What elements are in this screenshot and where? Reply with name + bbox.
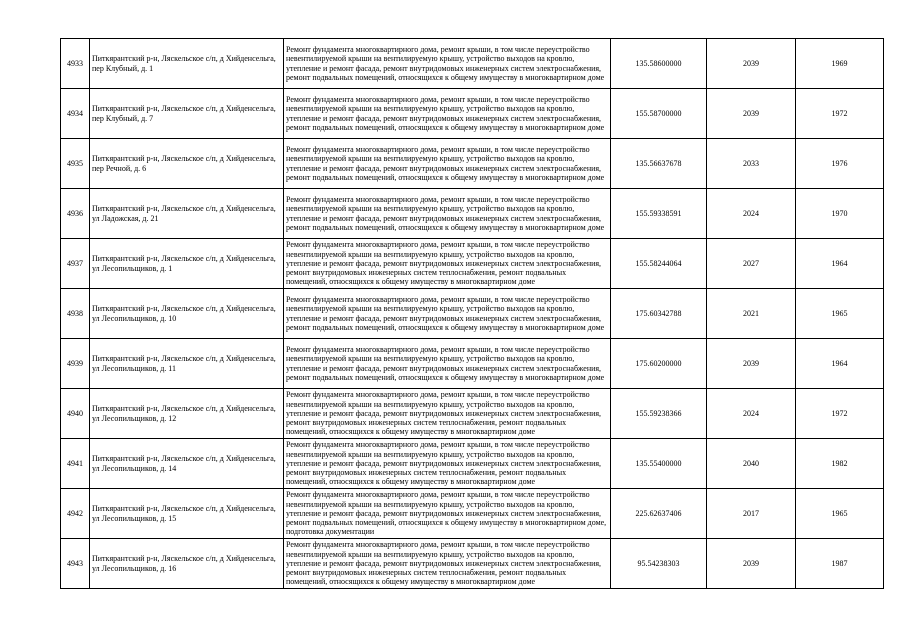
cost-cell: 225.62637406 [611, 489, 707, 539]
table-body [61, 39, 884, 589]
address-cell: Питкярантский р-н, Ляскельское с/п, д Хийденсельга, ул Ладожская, д. 21 [90, 189, 284, 239]
construction-year-cell: 1970 [796, 189, 884, 239]
address-cell: Питкярантский р-н, Ляскельское с/п, д Хийденсельга, ул Лесопильщиков, д. 10 [90, 289, 284, 339]
address-cell: Питкярантский р-н, Ляскельское с/п, д Хийденсельга, ул Лесопильщиков, д. 14 [90, 439, 284, 489]
construction-year-cell: 1965 [796, 289, 884, 339]
construction-year-cell: 1964 [796, 339, 884, 389]
planned-year-cell: 2024 [707, 389, 796, 439]
cost-cell: 135.55400000 [611, 439, 707, 489]
row-number-cell: 4940 [61, 389, 90, 439]
construction-year-cell: 1972 [796, 89, 884, 139]
table-row [61, 89, 884, 139]
row-number-cell: 4937 [61, 239, 90, 289]
address-cell: Питкярантский р-н, Ляскельское с/п, д Хийденсельга, ул Лесопильщиков, д. 11 [90, 339, 284, 389]
work-description-cell: Ремонт фундамента многоквартирного дома, ремонт крыши, в том числе переустройство невентилируемой крыши на вентилируемую крышу, устройство выходов на кровлю, утепление и ремонт фасада, ремонт внутридомовых инженерных систем электроснабжения, ремонт подвальных помещений, относящихся к общему имуществу в многоквартирном доме [284, 89, 611, 139]
work-description-cell: Ремонт фундамента многоквартирного дома, ремонт крыши, в том числе переустройство невентилируемой крыши на вентилируемую крышу, устройство выходов на кровлю, утепление и ремонт фасада, ремонт внутридомовых инженерных систем электроснабжения, ремонт внутридомовых инженерных систем теплоснабжения, ремонт подвальных помещений, относящихся к общему имуществу в многоквартирном доме [284, 439, 611, 489]
row-number-cell: 4942 [61, 489, 90, 539]
cost-cell: 135.58600000 [611, 39, 707, 89]
construction-year-cell: 1969 [796, 39, 884, 89]
row-number-cell: 4939 [61, 339, 90, 389]
cost-cell: 155.58700000 [611, 89, 707, 139]
cost-cell: 155.59238366 [611, 389, 707, 439]
table-row [61, 289, 884, 339]
work-description-cell: Ремонт фундамента многоквартирного дома, ремонт крыши, в том числе переустройство невентилируемой крыши на вентилируемую крышу, устройство выходов на кровлю, утепление и ремонт фасада, ремонт внутридомовых инженерных систем электроснабжения, ремонт внутридомовых инженерных систем теплоснабжения, ремонт подвальных помещений, относящихся к общему имуществу в многоквартирном доме [284, 539, 611, 589]
cost-cell: 95.54238303 [611, 539, 707, 589]
address-cell: Питкярантский р-н, Ляскельское с/п, д Хийденсельга, пер Клубный, д. 7 [90, 89, 284, 139]
address-cell: Питкярантский р-н, Ляскельское с/п, д Хийденсельга, ул Лесопильщиков, д. 15 [90, 489, 284, 539]
cost-cell: 175.60200000 [611, 339, 707, 389]
construction-year-cell: 1965 [796, 489, 884, 539]
construction-year-cell: 1982 [796, 439, 884, 489]
address-cell: Питкярантский р-н, Ляскельское с/п, д Хийденсельга, ул Лесопильщиков, д. 16 [90, 539, 284, 589]
address-cell: Питкярантский р-н, Ляскельское с/п, д Хийденсельга, пер Речной, д. 6 [90, 139, 284, 189]
row-number-cell: 4935 [61, 139, 90, 189]
work-description-cell: Ремонт фундамента многоквартирного дома, ремонт крыши, в том числе переустройство невентилируемой крыши на вентилируемую крышу, устройство выходов на кровлю, утепление и ремонт фасада, ремонт внутридомовых инженерных систем электроснабжения, ремонт подвальных помещений, относящихся к общему имуществу в многоквартирном доме [284, 189, 611, 239]
planned-year-cell: 2033 [707, 139, 796, 189]
planned-year-cell: 2024 [707, 189, 796, 239]
table-row [61, 39, 884, 89]
planned-year-cell: 2039 [707, 39, 796, 89]
planned-year-cell: 2017 [707, 489, 796, 539]
address-cell: Питкярантский р-н, Ляскельское с/п, д Хийденсельга, ул Лесопильщиков, д. 1 [90, 239, 284, 289]
work-description-cell: Ремонт фундамента многоквартирного дома, ремонт крыши, в том числе переустройство невентилируемой крыши на вентилируемую крышу, устройство выходов на кровлю, утепление и ремонт фасада, ремонт внутридомовых инженерных систем электроснабжения, ремонт внутридомовых инженерных систем теплоснабжения, ремонт подвальных помещений, относящихся к общему имуществу в многоквартирном доме [284, 239, 611, 289]
table-row [61, 339, 884, 389]
planned-year-cell: 2039 [707, 89, 796, 139]
planned-year-cell: 2021 [707, 289, 796, 339]
cost-cell: 175.60342788 [611, 289, 707, 339]
table-row [61, 139, 884, 189]
construction-year-cell: 1987 [796, 539, 884, 589]
row-number-cell: 4938 [61, 289, 90, 339]
work-description-cell: Ремонт фундамента многоквартирного дома, ремонт крыши, в том числе переустройство невентилируемой крыши на вентилируемую крышу, устройство выходов на кровлю, утепление и ремонт фасада, ремонт внутридомовых инженерных систем электроснабжения, ремонт внутридомовых инженерных систем теплоснабжения, ремонт подвальных помещений, относящихся к общему имуществу в многоквартирном доме [284, 389, 611, 439]
address-cell: Питкярантский р-н, Ляскельское с/п, д Хийденсельга, пер Клубный, д. 1 [90, 39, 284, 89]
cost-cell: 155.58244064 [611, 239, 707, 289]
cost-cell: 155.59338591 [611, 189, 707, 239]
construction-year-cell: 1964 [796, 239, 884, 289]
planned-year-cell: 2039 [707, 339, 796, 389]
address-cell: Питкярантский р-н, Ляскельское с/п, д Хийденсельга, ул Лесопильщиков, д. 12 [90, 389, 284, 439]
row-number-cell: 4943 [61, 539, 90, 589]
cost-cell: 135.56637678 [611, 139, 707, 189]
table-row [61, 189, 884, 239]
table-row [61, 539, 884, 589]
work-description-cell: Ремонт фундамента многоквартирного дома, ремонт крыши, в том числе переустройство невентилируемой крыши на вентилируемую крышу, устройство выходов на кровлю, утепление и ремонт фасада, ремонт внутридомовых инженерных систем электроснабжения, ремонт подвальных помещений, относящихся к общему имуществу в многоквартирном доме, подготовка документации [284, 489, 611, 539]
work-description-cell: Ремонт фундамента многоквартирного дома, ремонт крыши, в том числе переустройство невентилируемой крыши на вентилируемую крышу, устройство выходов на кровлю, утепление и ремонт фасада, ремонт внутридомовых инженерных систем электроснабжения, ремонт подвальных помещений, относящихся к общему имуществу в многоквартирном доме [284, 339, 611, 389]
work-description-cell: Ремонт фундамента многоквартирного дома, ремонт крыши, в том числе переустройство невентилируемой крыши на вентилируемую крышу, устройство выходов на кровлю, утепление и ремонт фасада, ремонт внутридомовых инженерных систем электроснабжения, ремонт подвальных помещений, относящихся к общему имуществу в многоквартирном доме [284, 139, 611, 189]
row-number-cell: 4933 [61, 39, 90, 89]
repair-program-table [60, 38, 884, 589]
table-row [61, 389, 884, 439]
construction-year-cell: 1976 [796, 139, 884, 189]
table-row [61, 489, 884, 539]
table-row [61, 239, 884, 289]
work-description-cell: Ремонт фундамента многоквартирного дома, ремонт крыши, в том числе переустройство невентилируемой крыши на вентилируемую крышу, устройство выходов на кровлю, утепление и ремонт фасада, ремонт внутридомовых инженерных систем электроснабжения, ремонт подвальных помещений, относящихся к общему имуществу в многоквартирном доме [284, 39, 611, 89]
planned-year-cell: 2040 [707, 439, 796, 489]
row-number-cell: 4936 [61, 189, 90, 239]
document-page [60, 38, 883, 589]
row-number-cell: 4934 [61, 89, 90, 139]
work-description-cell: Ремонт фундамента многоквартирного дома, ремонт крыши, в том числе переустройство невентилируемой крыши на вентилируемую крышу, устройство выходов на кровлю, утепление и ремонт фасада, ремонт внутридомовых инженерных систем электроснабжения, ремонт подвальных помещений, относящихся к общему имуществу в многоквартирном доме [284, 289, 611, 339]
construction-year-cell: 1972 [796, 389, 884, 439]
planned-year-cell: 2027 [707, 239, 796, 289]
planned-year-cell: 2039 [707, 539, 796, 589]
row-number-cell: 4941 [61, 439, 90, 489]
table-row [61, 439, 884, 489]
